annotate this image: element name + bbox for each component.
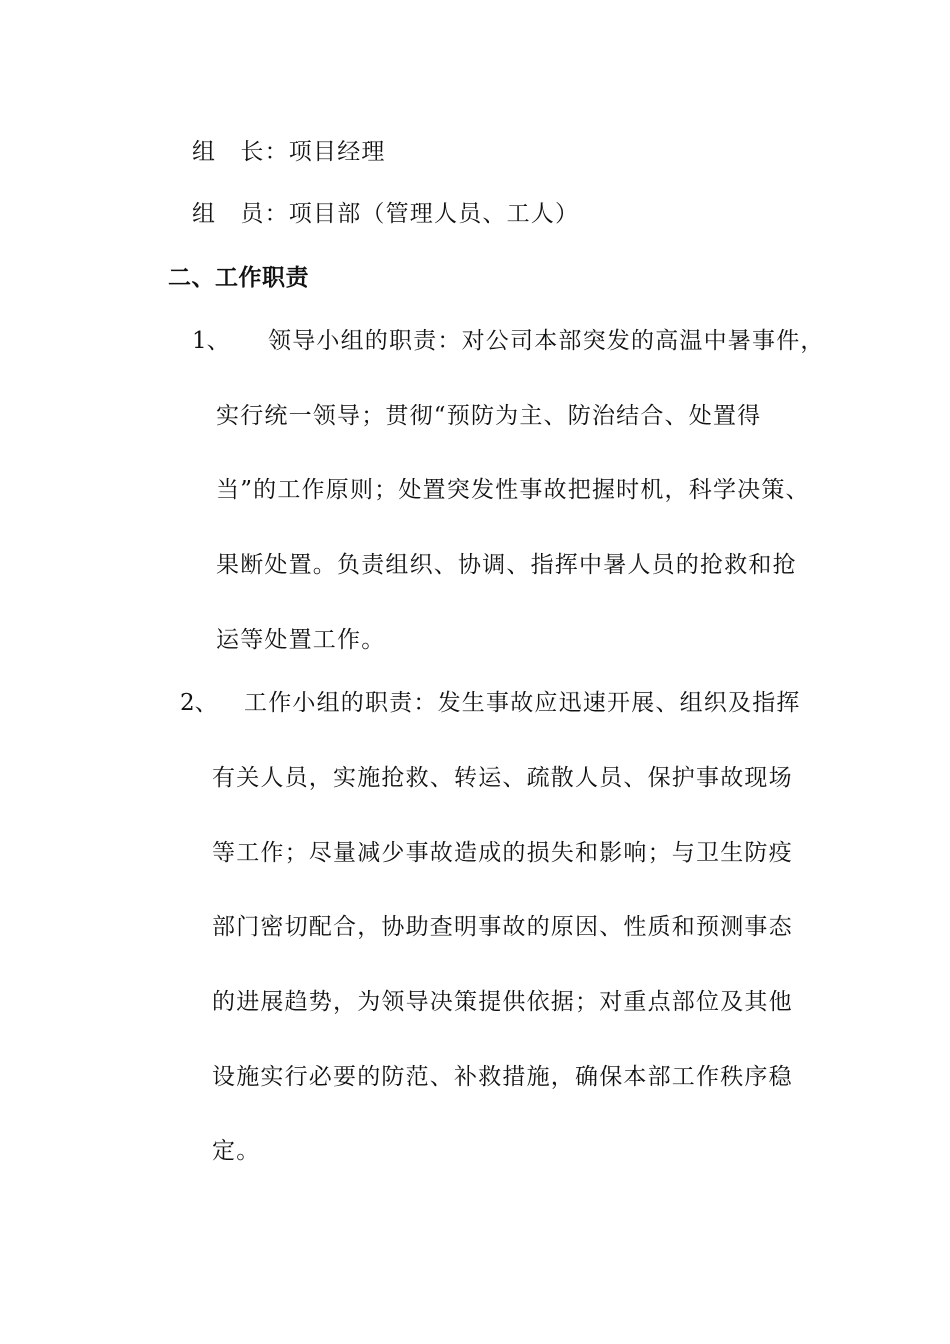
item-text-line: 当”的工作原则；处置突发性事故把握时机，科学决策、: [216, 477, 810, 503]
team-member-line: 组 员：项目部（管理人员、工人）: [192, 201, 580, 227]
item-number: 1、: [192, 328, 230, 354]
item-text-line: 领导小组的职责：对公司本部突发的高温中暑事件，: [268, 328, 825, 354]
item-text-line: 设施实行必要的防范、补救措施，确保本部工作秩序稳: [212, 1064, 793, 1090]
item-text-line: 运等处置工作。: [216, 627, 386, 653]
item-text-line: 定。: [212, 1138, 261, 1164]
item-text-line: 部门密切配合，协助查明事故的原因、性质和预测事态: [212, 914, 793, 940]
item-text-line: 的进展趋势，为领导决策提供依据；对重点部位及其他: [212, 989, 793, 1015]
item-text-line: 实行统一领导；贯彻“预防为主、防治结合、处置得: [216, 403, 762, 429]
team-leader-line: 组 长：项目经理: [192, 139, 386, 165]
section-heading: 二、工作职责: [168, 265, 309, 291]
item-number: 2、: [180, 690, 218, 716]
item-text-line: 等工作；尽量减少事故造成的损失和影响；与卫生防疫: [212, 840, 793, 866]
item-text-line: 工作小组的职责：发生事故应迅速开展、组织及指挥: [244, 690, 801, 716]
item-text-line: 果断处置。负责组织、协调、指挥中暑人员的抢救和抢: [216, 552, 797, 578]
item-text-line: 有关人员，实施抢救、转运、疏散人员、保护事故现场: [212, 765, 793, 791]
